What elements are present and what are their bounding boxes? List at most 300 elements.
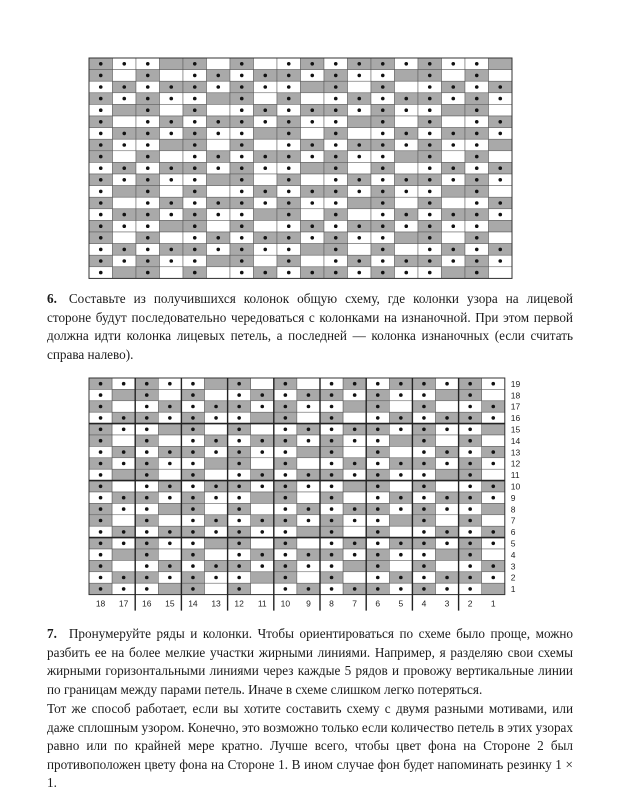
purl-dot <box>193 120 197 124</box>
purl-dot <box>240 213 244 217</box>
purl-dot <box>145 564 149 568</box>
purl-dot <box>307 393 311 397</box>
purl-dot <box>145 496 149 500</box>
stitch-cell <box>251 424 274 435</box>
purl-dot <box>193 259 197 263</box>
purl-dot <box>475 259 479 263</box>
stitch-cell <box>343 481 366 492</box>
purl-dot <box>376 473 380 477</box>
column-number: 3 <box>444 598 450 609</box>
column-number: 12 <box>234 598 244 609</box>
purl-dot <box>475 62 479 66</box>
purl-dot <box>381 166 385 170</box>
purl-dot <box>145 485 149 489</box>
purl-dot <box>240 224 244 228</box>
purl-dot <box>428 108 432 112</box>
purl-dot <box>353 462 357 466</box>
purl-dot <box>287 201 291 205</box>
purl-dot <box>263 120 267 124</box>
purl-dot <box>146 236 150 240</box>
purl-dot <box>193 62 197 66</box>
purl-dot <box>404 259 408 263</box>
purl-dot <box>330 405 334 409</box>
purl-dot <box>334 85 338 89</box>
purl-dot <box>498 259 502 263</box>
purl-dot <box>381 224 385 228</box>
stitch-cell <box>112 401 135 412</box>
row-number: 4 <box>510 549 516 560</box>
purl-dot <box>357 155 361 159</box>
purl-dot <box>284 553 288 557</box>
purl-dot <box>376 382 380 386</box>
stitch-cell <box>389 560 412 571</box>
purl-dot <box>428 236 432 240</box>
stitch-cell <box>395 197 419 209</box>
purl-dot <box>146 166 150 170</box>
stitch-cell <box>348 209 372 221</box>
purl-dot <box>307 439 311 443</box>
purl-dot <box>99 201 103 205</box>
purl-dot <box>240 74 244 78</box>
stitch-cell <box>482 469 505 480</box>
purl-dot <box>357 271 361 275</box>
stitch-cell <box>160 104 184 116</box>
purl-dot <box>237 485 241 489</box>
purl-dot <box>122 507 126 511</box>
purl-dot <box>122 178 126 182</box>
purl-dot <box>284 393 288 397</box>
purl-dot <box>99 108 103 112</box>
purl-dot <box>451 166 455 170</box>
purl-dot <box>216 248 220 252</box>
stitch-cell <box>343 412 366 423</box>
purl-dot <box>376 485 380 489</box>
purl-dot <box>99 271 103 275</box>
purl-dot <box>404 213 408 217</box>
stitch-cell <box>442 186 466 198</box>
column-number: 16 <box>142 598 152 609</box>
purl-dot <box>145 462 149 466</box>
purl-dot <box>287 97 291 101</box>
purl-dot <box>404 224 408 228</box>
purl-dot <box>191 462 195 466</box>
purl-dot <box>122 85 126 89</box>
purl-dot <box>404 108 408 112</box>
stitch-cell <box>436 389 459 400</box>
purl-dot <box>287 178 291 182</box>
purl-dot <box>357 236 361 240</box>
purl-dot <box>468 473 472 477</box>
step-number: 6. <box>47 291 57 306</box>
purl-dot <box>168 530 172 534</box>
column-number: 5 <box>398 598 404 609</box>
purl-dot <box>376 496 380 500</box>
purl-dot <box>216 201 220 205</box>
column-number: 1 <box>490 598 496 609</box>
purl-dot <box>330 439 334 443</box>
purl-dot <box>146 74 150 78</box>
purl-dot <box>376 587 380 591</box>
purl-dot <box>357 62 361 66</box>
purl-dot <box>168 576 172 580</box>
purl-dot <box>468 405 472 409</box>
stitch-cell <box>489 104 513 116</box>
purl-dot <box>468 576 472 580</box>
purl-dot <box>284 564 288 568</box>
purl-dot <box>475 85 479 89</box>
purl-dot <box>284 496 288 500</box>
purl-dot <box>146 108 150 112</box>
stitch-cell <box>301 209 325 221</box>
purl-dot <box>99 97 103 101</box>
purl-dot <box>498 97 502 101</box>
purl-dot <box>237 382 241 386</box>
row-number: 10 <box>510 481 521 492</box>
purl-dot <box>122 462 126 466</box>
purl-dot <box>357 97 361 101</box>
purl-dot <box>263 155 267 159</box>
stitch-cell <box>436 549 459 560</box>
stitch-cell <box>489 267 513 279</box>
row-number: 7 <box>510 515 516 526</box>
purl-dot <box>334 132 338 136</box>
column-number: 13 <box>211 598 221 609</box>
purl-dot <box>381 108 385 112</box>
row-number: 3 <box>510 561 516 572</box>
purl-dot <box>422 428 426 432</box>
purl-dot <box>491 485 495 489</box>
purl-dot <box>193 108 197 112</box>
purl-dot <box>287 236 291 240</box>
stitch-cell <box>343 572 366 583</box>
stitch-cell <box>301 174 325 186</box>
purl-dot <box>468 542 472 546</box>
purl-dot <box>330 450 334 454</box>
stitch-cell <box>251 538 274 549</box>
stitch-cell <box>395 81 419 93</box>
stitch-cell <box>389 526 412 537</box>
purl-dot <box>193 224 197 228</box>
stitch-cell <box>348 162 372 174</box>
stitch-cell <box>348 244 372 256</box>
purl-dot <box>169 248 173 252</box>
purl-dot <box>193 85 197 89</box>
purl-dot <box>334 62 338 66</box>
purl-dot <box>334 155 338 159</box>
purl-dot <box>240 62 244 66</box>
row-number: 9 <box>510 492 516 503</box>
purl-dot <box>237 507 241 511</box>
purl-dot <box>491 542 495 546</box>
purl-dot <box>468 439 472 443</box>
purl-dot <box>216 236 220 240</box>
purl-dot <box>330 382 334 386</box>
purl-dot <box>334 213 338 217</box>
stitch-cell <box>254 220 278 232</box>
purl-dot <box>284 382 288 386</box>
purl-dot <box>330 530 334 534</box>
purl-dot <box>191 496 195 500</box>
purl-dot <box>146 190 150 194</box>
purl-dot <box>381 178 385 182</box>
purl-dot <box>284 462 288 466</box>
purl-dot <box>122 143 126 147</box>
stitch-cell <box>395 151 419 163</box>
stitch-cell <box>436 481 459 492</box>
stitch-cell <box>113 116 137 128</box>
row-number: 13 <box>510 447 521 458</box>
stitch-cell <box>348 128 372 140</box>
knitting-chart-top <box>88 57 516 279</box>
purl-dot <box>330 564 334 568</box>
purl-dot <box>169 120 173 124</box>
purl-dot <box>193 143 197 147</box>
purl-dot <box>307 507 311 511</box>
purl-dot <box>498 85 502 89</box>
purl-dot <box>145 530 149 534</box>
row-number: 8 <box>510 504 516 515</box>
purl-dot <box>214 519 218 523</box>
purl-dot <box>146 259 150 263</box>
purl-dot <box>381 62 385 66</box>
purl-dot <box>99 530 103 534</box>
purl-dot <box>381 85 385 89</box>
column-number: 18 <box>95 598 106 609</box>
purl-dot <box>353 439 357 443</box>
purl-dot <box>237 450 241 454</box>
purl-dot <box>287 74 291 78</box>
purl-dot <box>451 178 455 182</box>
stitch-cell <box>343 401 366 412</box>
purl-dot <box>428 97 432 101</box>
stitch-cell <box>389 481 412 492</box>
purl-dot <box>99 519 103 523</box>
purl-dot <box>445 587 449 591</box>
purl-dot <box>399 428 403 432</box>
purl-dot <box>330 587 334 591</box>
purl-dot <box>237 564 241 568</box>
purl-dot <box>404 62 408 66</box>
purl-dot <box>214 416 218 420</box>
purl-dot <box>357 190 361 194</box>
purl-dot <box>284 542 288 546</box>
purl-dot <box>307 428 311 432</box>
purl-dot <box>307 485 311 489</box>
purl-dot <box>99 236 103 240</box>
stitch-cell <box>251 458 274 469</box>
stitch-cell <box>436 435 459 446</box>
purl-dot <box>214 564 218 568</box>
purl-dot <box>146 271 150 275</box>
purl-dot <box>146 201 150 205</box>
stitch-cell <box>301 244 325 256</box>
purl-dot <box>191 542 195 546</box>
stitch-cell <box>251 583 274 594</box>
purl-dot <box>146 155 150 159</box>
purl-dot <box>381 143 385 147</box>
purl-dot <box>260 485 264 489</box>
purl-dot <box>399 542 403 546</box>
stitch-cell <box>436 401 459 412</box>
stitch-cell <box>112 435 135 446</box>
purl-dot <box>191 439 195 443</box>
column-number: 14 <box>188 598 198 609</box>
stitch-cell <box>489 151 513 163</box>
purl-dot <box>191 576 195 580</box>
row-number: 6 <box>510 527 516 538</box>
stitch-cell <box>207 220 231 232</box>
purl-dot <box>191 450 195 454</box>
purl-dot <box>237 553 241 557</box>
purl-dot <box>428 259 432 263</box>
stitch-cell <box>348 116 372 128</box>
purl-dot <box>191 530 195 534</box>
purl-dot <box>240 120 244 124</box>
purl-dot <box>287 259 291 263</box>
purl-dot <box>451 224 455 228</box>
purl-dot <box>237 530 241 534</box>
stitch-cell <box>297 378 320 389</box>
stitch-cell <box>301 128 325 140</box>
purl-dot <box>237 405 241 409</box>
purl-dot <box>169 85 173 89</box>
stitch-cell <box>297 412 320 423</box>
stitch-cell <box>160 220 184 232</box>
stitch-cell <box>113 151 137 163</box>
row-number: 2 <box>510 572 516 583</box>
purl-dot <box>122 542 126 546</box>
purl-dot <box>428 224 432 228</box>
purl-dot <box>145 416 149 420</box>
purl-dot <box>498 201 502 205</box>
stitch-cell <box>158 435 181 446</box>
stitch-cell <box>442 151 466 163</box>
purl-dot <box>240 97 244 101</box>
stitch-cell <box>442 267 466 279</box>
purl-dot <box>475 178 479 182</box>
stitch-cell <box>207 58 231 70</box>
stitch-cell <box>301 255 325 267</box>
purl-dot <box>191 519 195 523</box>
purl-dot <box>284 450 288 454</box>
stitch-cell <box>112 469 135 480</box>
purl-dot <box>168 405 172 409</box>
purl-dot <box>422 405 426 409</box>
purl-dot <box>404 143 408 147</box>
stitch-cell <box>160 58 184 70</box>
stitch-cell <box>205 503 228 514</box>
purl-dot <box>122 166 126 170</box>
chart-bottom <box>88 377 548 617</box>
purl-dot <box>468 416 472 420</box>
purl-dot <box>475 213 479 217</box>
purl-dot <box>376 393 380 397</box>
purl-dot <box>491 405 495 409</box>
purl-dot <box>376 576 380 580</box>
purl-dot <box>237 473 241 477</box>
purl-dot <box>237 462 241 466</box>
purl-dot <box>146 178 150 182</box>
purl-dot <box>193 236 197 240</box>
stitch-cell <box>207 267 231 279</box>
purl-dot <box>287 224 291 228</box>
purl-dot <box>422 530 426 534</box>
purl-dot <box>404 178 408 182</box>
stitch-cell <box>254 209 278 221</box>
purl-dot <box>169 97 173 101</box>
purl-dot <box>193 97 197 101</box>
stitch-cell <box>301 93 325 105</box>
purl-dot <box>475 120 479 124</box>
purl-dot <box>145 507 149 511</box>
purl-dot <box>468 485 472 489</box>
stitch-cell <box>112 515 135 526</box>
purl-dot <box>451 132 455 136</box>
purl-dot <box>491 576 495 580</box>
stitch-cell <box>113 232 137 244</box>
purl-dot <box>422 564 426 568</box>
purl-dot <box>399 473 403 477</box>
purl-dot <box>237 496 241 500</box>
purl-dot <box>428 166 432 170</box>
purl-dot <box>310 62 314 66</box>
column-number: 10 <box>280 598 291 609</box>
purl-dot <box>428 143 432 147</box>
purl-dot <box>122 97 126 101</box>
stitch-cell <box>112 481 135 492</box>
purl-dot <box>404 132 408 136</box>
stitch-cell <box>113 104 137 116</box>
stitch-cell <box>436 469 459 480</box>
purl-dot <box>240 248 244 252</box>
purl-dot <box>145 450 149 454</box>
purl-dot <box>287 155 291 159</box>
purl-dot <box>353 393 357 397</box>
purl-dot <box>353 428 357 432</box>
purl-dot <box>240 190 244 194</box>
purl-dot <box>357 74 361 78</box>
stitch-cell <box>113 70 137 82</box>
purl-dot <box>422 462 426 466</box>
purl-dot <box>376 564 380 568</box>
purl-dot <box>240 155 244 159</box>
stitch-cell <box>160 267 184 279</box>
purl-dot <box>284 439 288 443</box>
purl-dot <box>422 553 426 557</box>
stitch-cell <box>158 503 181 514</box>
purl-dot <box>260 393 264 397</box>
purl-dot <box>216 132 220 136</box>
purl-dot <box>381 190 385 194</box>
stitch-cell <box>158 549 181 560</box>
purl-dot <box>122 132 126 136</box>
purl-dot <box>216 166 220 170</box>
purl-dot <box>451 248 455 252</box>
column-number: 11 <box>257 598 267 609</box>
purl-dot <box>99 450 103 454</box>
purl-dot <box>451 97 455 101</box>
purl-dot <box>468 428 472 432</box>
purl-dot <box>376 450 380 454</box>
purl-dot <box>422 439 426 443</box>
purl-dot <box>475 224 479 228</box>
purl-dot <box>475 132 479 136</box>
stitch-cell <box>207 139 231 151</box>
purl-dot <box>475 271 479 275</box>
purl-dot <box>287 166 291 170</box>
stitch-cell <box>205 458 228 469</box>
purl-dot <box>404 271 408 275</box>
